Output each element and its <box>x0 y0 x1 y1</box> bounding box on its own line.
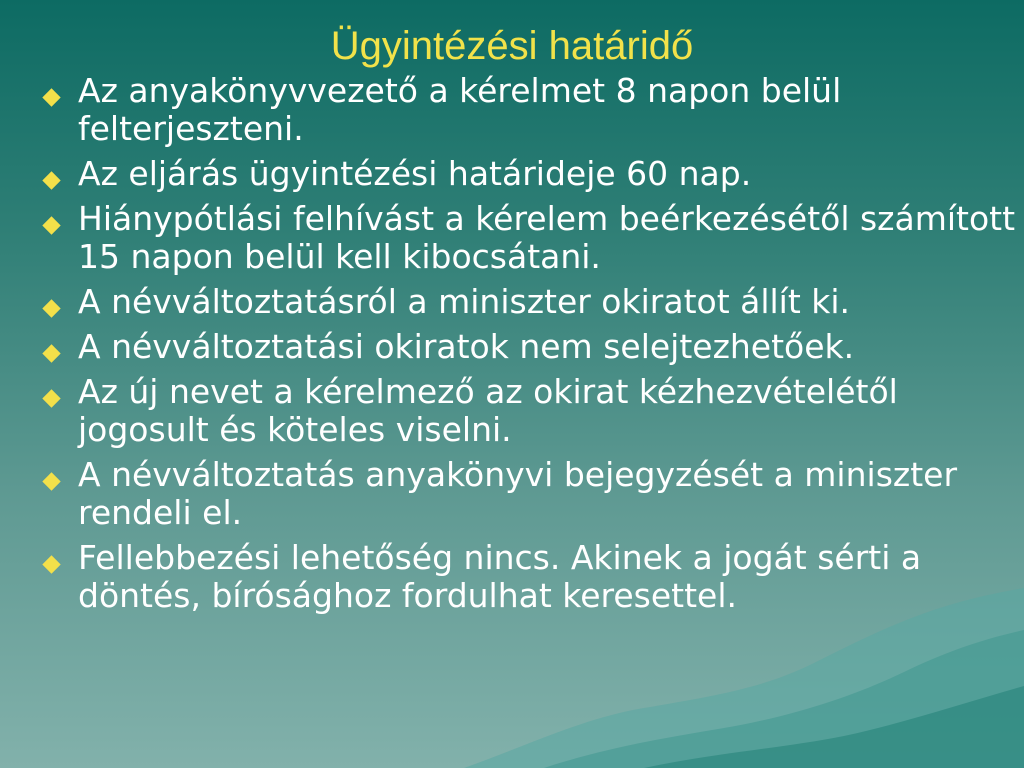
diamond-bullet-icon <box>42 88 60 106</box>
bullet-text: Az eljárás ügyintézési határideje 60 nap. <box>78 154 752 193</box>
diamond-bullet-icon <box>42 171 60 189</box>
bullet-item <box>40 328 1018 366</box>
bullet-item <box>40 155 1018 193</box>
slide-title: Ügyintézési határidő <box>330 24 694 68</box>
bullet-text: Hiánypótlási felhívást a kérelem beérkezésétől számított 15 napon belül kell kibocsátani. <box>78 199 1016 276</box>
bullet-text: A névváltoztatás anyakönyvi bejegyzését a miniszter rendeli el. <box>78 455 958 532</box>
bullet-item <box>40 72 1018 148</box>
bullet-item <box>40 283 1018 321</box>
diamond-bullet-icon <box>42 555 60 573</box>
diamond-bullet-icon <box>42 299 60 317</box>
bullet-text: Fellebbezési lehetőség nincs. Akinek a jogát sérti a döntés, bírósághoz fordulhat keresettel. <box>78 538 922 615</box>
diamond-bullet-icon <box>42 389 60 407</box>
bullet-item <box>40 456 1018 532</box>
bullet-text: A névváltoztatási okiratok nem selejtezhetőek. <box>78 327 855 366</box>
bullet-text: A névváltoztatásról a miniszter okiratot állít ki. <box>78 282 851 321</box>
bullet-item <box>40 539 1018 615</box>
diamond-bullet-icon <box>42 344 60 362</box>
diamond-bullet-icon <box>42 472 60 490</box>
diamond-bullet-icon <box>42 216 60 234</box>
bullet-item <box>40 373 1018 449</box>
bullet-text: Az új nevet a kérelmező az okirat kézhezvételétől jogosult és köteles viselni. <box>78 372 898 449</box>
bullet-list <box>40 72 1018 622</box>
bullet-item <box>40 200 1018 276</box>
bullet-text: Az anyakönyvvezető a kérelmet 8 napon belül felterjeszteni. <box>78 71 842 148</box>
